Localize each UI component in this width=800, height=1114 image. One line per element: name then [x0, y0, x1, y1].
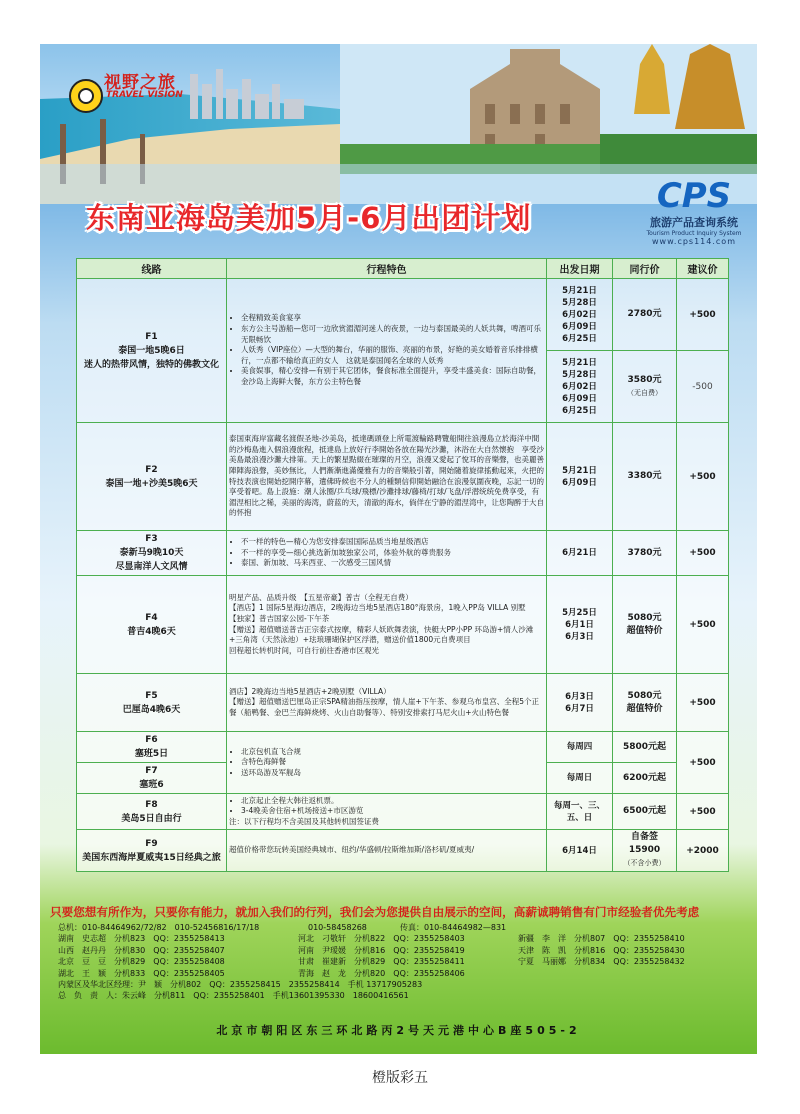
- price-cell: 5800元起: [613, 732, 677, 763]
- route-code: F5: [145, 690, 158, 701]
- route-name: 美国东西海岸夏威夷15日经典之旅: [82, 852, 221, 863]
- contact-line: [58, 933, 748, 944]
- page-title: 东南亚海岛美加5月-6月出团计划: [86, 201, 532, 235]
- header-features: 行程特色: [227, 259, 547, 279]
- contact-line: [58, 945, 748, 956]
- feature-item: • 美食娱事，精心安排—有别于其它团体，餐食标准全面提升，享受丰盛美食：国际自助餐，金沙岛上海鲜大餐，东方公主特色餐: [241, 366, 544, 387]
- route-code: F6: [145, 735, 158, 745]
- price-label: 自备签: [630, 832, 658, 842]
- date: 5月21日: [562, 465, 597, 476]
- feature-item: • 泰国、新加坡、马来西亚、一次感受三国风情: [241, 558, 544, 569]
- date: 6月09日: [562, 393, 597, 404]
- features-cell: [227, 674, 547, 732]
- route-cell: [77, 794, 227, 830]
- date: 6月25日: [562, 333, 597, 344]
- feature-item: • 北京包机直飞合规: [241, 747, 544, 758]
- route-cell: [77, 732, 227, 763]
- features-cell: 超值价格带您玩转美国经典城市、纽约/华盛顿/拉斯维加斯/洛杉矶/夏威夷/: [227, 830, 547, 872]
- route-name: 普吉4晚6天: [127, 626, 176, 637]
- contact-line: [58, 922, 748, 933]
- route-cell: [77, 830, 227, 872]
- features-cell: [227, 576, 547, 674]
- route-code: F1: [145, 331, 158, 342]
- route-cell: [77, 576, 227, 674]
- dates-cell: 6月21日: [547, 531, 613, 576]
- price-note: 超值特价: [626, 625, 663, 636]
- contact-line: [58, 979, 748, 990]
- sun-icon: [66, 74, 106, 118]
- route-name: 泰国一地+沙美5晚6天: [105, 478, 198, 489]
- regional-manager: 内蒙区及华北区经理：尹 颖 分机802 QQ：2355258415 2355258414 手机 13717905283: [58, 979, 423, 989]
- route-cell: [77, 531, 227, 576]
- date: 5月28日: [562, 297, 597, 308]
- tour-table: [76, 258, 729, 872]
- dates-cell: [547, 576, 613, 674]
- price-cell: 6200元起: [613, 763, 677, 794]
- fax: 传真：010-84464982—831: [400, 923, 507, 932]
- dates-cell: 每周日: [547, 763, 613, 794]
- dates-cell: 6月14日: [547, 830, 613, 872]
- table-row: [77, 576, 729, 674]
- route-code: F7: [145, 766, 158, 776]
- features-cell: [227, 279, 547, 423]
- dates-cell: [547, 279, 613, 351]
- feature-line: 【独家】普吉国家公园-下午茶: [229, 613, 330, 623]
- features-cell: [227, 531, 547, 576]
- features-cell: 泰国東海岸富藏名渡假圣地-沙美岛，抵達碼頭登上所電渡輪路聘覽船開往浪漫島立於海洋中間的沙梅島進入個浪漫旅程，抵達島上放好行李開始各放在陽光沙灘，沐浴在大自然懷抱 享受沙美島最浪漫沙灘大排第。天上的繁星點綴在璀璨的月空，浪漫又愛起了悅耳的音樂聲，也美麗善陣陣海浪聲，美妙無比，人們漸漸進滿優雅有力的音樂般引著，開始隨着旋律搖動起來，火把的特技表演也開始挖開序幕，遺佛時候也不分人的種類信仰開始融洽在浪漫氛圍夜晚，忘記一切的享受着吧。島上設施：潮人泳圈/乒乓球/飛標/沙灘排球/藤椅/打球/飞盘/浮潜统统免费享受，有湄涅相比之稀，美丽的海湾，蔚蓝的天，清澈的海水，倘佯在宁静的湄涅湾中，让您陶醉于大自的怀抱: [227, 423, 547, 531]
- contact-entry: 河北 刁敬轩 分机822 QQ：2355258403: [298, 934, 465, 944]
- features-cell: [227, 732, 547, 794]
- feature-item: • 不一样的享受—细心挑选新加坡独家公司，体验外航的尊贵服务: [241, 548, 544, 559]
- phone-secondary: 010-58458268: [308, 923, 367, 932]
- contact-line: [58, 990, 748, 1001]
- contact-entry: 新疆 李 洋 分机807 QQ：2355258410: [518, 934, 685, 944]
- suggested-cell: +500: [677, 794, 729, 830]
- feature-item: • 送环岛游及军舰岛: [241, 768, 544, 779]
- route-code: F2: [145, 464, 158, 475]
- contact-block: [58, 922, 748, 1002]
- feature-note: 注：以下行程均不含美国及其他转机国签证费: [229, 816, 379, 826]
- contact-entry: 青海 赵 龙 分机820 QQ：2355258406: [298, 968, 465, 978]
- date: 6月02日: [562, 381, 597, 392]
- table-row: [77, 830, 729, 872]
- route-sub: 迷人的热带风情，独特的佛教文化: [83, 359, 219, 370]
- route-name: 美岛5日自由行: [121, 813, 182, 824]
- dates-cell: [547, 674, 613, 732]
- date: 6月3日: [565, 691, 594, 702]
- suggested-cell: +2000: [677, 830, 729, 872]
- suggested-cell: +500: [677, 576, 729, 674]
- general-manager: 总 负 责 人：朱云峰 分机811 QQ：2355258401 手机13601395330 18600416561: [58, 991, 409, 1001]
- date: 5月25日: [562, 607, 597, 618]
- header-route: 线路: [77, 259, 227, 279]
- brand-name: 视野之旅: [104, 73, 176, 93]
- feature-line: 回程超长转机时间，可自行前往香港市区观光: [229, 645, 379, 655]
- route-code: F9: [145, 838, 158, 849]
- feature-item: • 不一样的特色—精心为您安排泰国国际品质当地星级酒店: [241, 537, 544, 548]
- price: 15900: [628, 845, 661, 855]
- suggested-cell: +500: [677, 279, 729, 351]
- price-note: 超值特价: [626, 703, 663, 714]
- feature-item: • 北京起止全程大韩往返机票。: [241, 796, 544, 807]
- route-code: F8: [145, 799, 158, 810]
- price-cell: 3780元: [613, 531, 677, 576]
- contact-entry: 山西 赵丹丹 分机830 QQ：2355258407: [58, 945, 225, 955]
- price-cell: [613, 674, 677, 732]
- feature-line: 【酒店】1 国际5星海边酒店，2晚海边当地5星酒店180°海景房，1晚入PP岛 VILLA 别墅: [229, 603, 526, 613]
- contact-entry: 甘肃 崔建新 分机829 QQ：2355258411: [298, 957, 465, 967]
- dates-cell: [547, 423, 613, 531]
- date: 6月1日: [565, 619, 594, 630]
- price-cell: [613, 351, 677, 423]
- contact-entry: 湖北 王 颖 分机833 QQ：2355258405: [58, 968, 225, 978]
- date: 6月02日: [562, 309, 597, 320]
- price-cell: 3380元: [613, 423, 677, 531]
- price-cell: [613, 576, 677, 674]
- suggested-cell: +500: [677, 423, 729, 531]
- date: 6月09日: [562, 477, 597, 488]
- header-peer-price: 同行价: [613, 259, 677, 279]
- route-code: F3: [145, 534, 158, 544]
- table-row: [77, 531, 729, 576]
- feature-line: 【赠送】超值赠送普吉正宗泰式按摩，精彩人妖欧舞表演，快艇大PP小PP 环岛游+情人沙滩+三角湾（天然泳池）+珐琅珊瑚保护区浮潜，赠送价值1800元自费项目: [229, 624, 534, 645]
- table-row: [77, 794, 729, 830]
- price-note: （不含小费）: [623, 859, 666, 867]
- feature-item: • 含特色海鲜餐: [241, 757, 544, 768]
- suggested-cell: +500: [677, 732, 729, 794]
- features-cell: [227, 794, 547, 830]
- dates-cell: 每周四: [547, 732, 613, 763]
- table-row: [77, 423, 729, 531]
- cps-logo: CPS: [656, 176, 732, 216]
- route-code: F4: [145, 612, 158, 623]
- suggested-cell: -500: [677, 351, 729, 423]
- feature-item: • 全程精致美食宴享: [241, 313, 544, 324]
- route-sub: 尽显南洋人文风情: [115, 562, 188, 572]
- price-note: （无自费）: [627, 388, 662, 397]
- feature-item: • 3-4晚美舍住宿+机场接送+市区游览: [241, 806, 544, 817]
- header-suggested-price: 建议价: [677, 259, 729, 279]
- table-row: [77, 674, 729, 732]
- date: 5月21日: [562, 285, 597, 296]
- price: 5080元: [627, 612, 662, 623]
- feature-item: • 人妖秀（VIP座位）—大型的舞台，华丽的服饰、亮丽的布景，好艳的美女婚着音乐排排横行，一点都不输给真正的女人 这就是泰国闻名全球的人妖秀: [241, 345, 544, 366]
- suggested-cell: +500: [677, 674, 729, 732]
- price: 5080元: [627, 690, 662, 701]
- dates-cell: 每周一、三、五、日: [547, 794, 613, 830]
- route-cell: [77, 279, 227, 423]
- table-header: [77, 259, 729, 279]
- route-name: 巴厘岛4晚6天: [122, 704, 181, 715]
- contact-entry: 湖南 史志超 分机823 QQ：2355258413: [58, 934, 225, 944]
- feature-line: 明星产品、品质升级 【五星帝豪】普吉（全程无自费）: [229, 592, 413, 602]
- route-name: 泰新马9晚10天: [119, 548, 184, 558]
- date: 5月28日: [562, 369, 597, 380]
- poster: [40, 44, 757, 1054]
- price-cell: 6500元起: [613, 794, 677, 830]
- date: 6月09日: [562, 321, 597, 332]
- suggested-cell: +500: [677, 531, 729, 576]
- table-row: [77, 279, 729, 351]
- contact-entry: 北京 豆 豆 分机829 QQ：2355258408: [58, 957, 225, 967]
- route-name: 塞班6: [139, 780, 164, 790]
- contact-line: [58, 956, 748, 967]
- brand-name-en: TRAVEL VISION: [106, 90, 183, 100]
- price-cell: 2780元: [613, 279, 677, 351]
- dates-cell: [547, 351, 613, 423]
- price-cell: [613, 830, 677, 872]
- route-name: 塞班5日: [134, 749, 169, 759]
- route-cell: [77, 763, 227, 794]
- address: 北京市朝阳区东三环北路丙2号天元港中心B座505-2: [216, 1024, 581, 1037]
- recruitment-banner: 只要您想有所作为，只要你有能力，就加入我们的行列，我们会为您提供自由展示的空间，高薪诚聘销售有门市经验者优先考虑: [50, 905, 700, 919]
- feature-line: 酒店】2晚海边当地5星酒店+2晚别墅（VILLA）: [229, 686, 391, 696]
- cps-name-en: Tourism Product Inquiry System: [646, 230, 742, 237]
- cps-url[interactable]: www.cps114.com: [652, 237, 736, 246]
- feature-line: 【赠送】超值赠送巴厘岛正宗SPA精油指压按摩，情人崖+下午茶、参观乌布皇宫、全程5个正餐（船鸭餐、金巴兰海鲜烧烤、火山自助餐等）、特别安排索打马尼火山+火山特色餐: [229, 697, 539, 717]
- phone-main: 总机：010-84464962/72/82 010-52456816/17/18: [58, 923, 260, 932]
- contact-line: [58, 968, 748, 979]
- contact-entry: 宁夏 马丽娜 分机834 QQ：2355258432: [518, 957, 685, 967]
- feature-item: • 东方公主号游船—您可一边欣赏湄湄河迷人的夜景，一边与泰国最美的人妖共舞，啤酒可乐无限畅饮: [241, 324, 544, 345]
- contact-entry: 河南 尹瑷媛 分机816 QQ：2355258419: [298, 945, 465, 955]
- date: 6月3日: [565, 631, 594, 642]
- date: 6月7日: [565, 703, 594, 714]
- page-footer: 橙版彩五: [372, 1070, 428, 1086]
- date: 5月21日: [562, 357, 597, 368]
- header-date: 出发日期: [547, 259, 613, 279]
- route-cell: [77, 674, 227, 732]
- route-cell: [77, 423, 227, 531]
- route-name: 泰国一地5晚6日: [118, 345, 185, 356]
- cps-name: 旅游产品查询系统: [650, 216, 738, 229]
- cps-badge: [638, 178, 750, 246]
- date: 6月25日: [562, 405, 597, 416]
- table-row: [77, 732, 729, 763]
- contact-entry: 天津 陈 凯 分机816 QQ：2355258430: [518, 945, 685, 955]
- price: 3580元: [627, 374, 662, 385]
